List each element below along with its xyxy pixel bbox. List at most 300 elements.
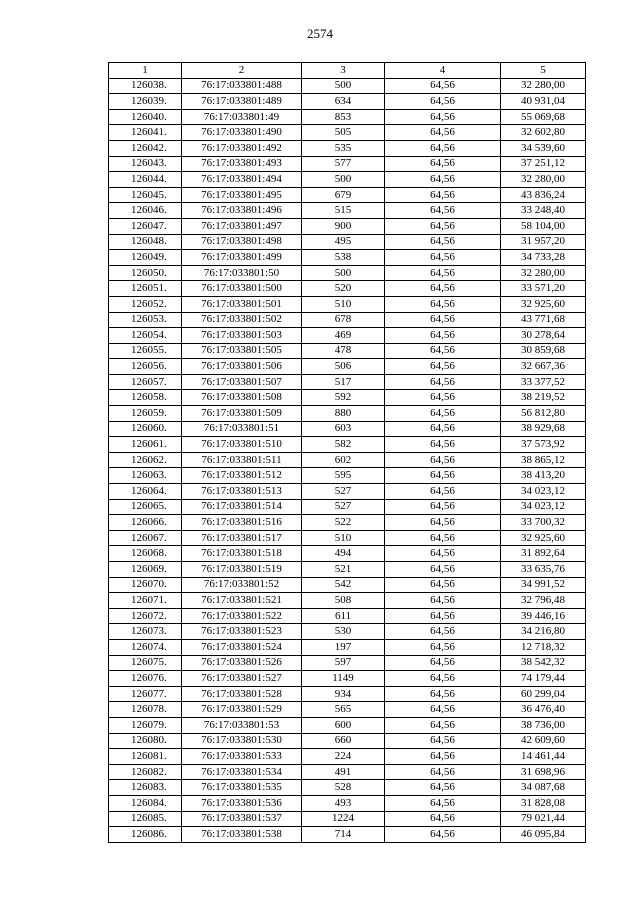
rate-cell: 64,56: [385, 343, 501, 359]
cadastral-number-cell: 76:17:033801:500: [182, 281, 302, 297]
cadastral-number-cell: 76:17:033801:529: [182, 702, 302, 718]
amount-cell: 34 087,68: [501, 780, 586, 796]
table-row: [109, 515, 586, 531]
area-cell: 500: [302, 172, 385, 188]
table-row: [109, 468, 586, 484]
area-cell: 880: [302, 406, 385, 422]
rate-cell: 64,56: [385, 562, 501, 578]
rate-cell: 64,56: [385, 312, 501, 328]
area-cell: 469: [302, 328, 385, 344]
rate-cell: 64,56: [385, 374, 501, 390]
table-row: [109, 639, 586, 655]
rate-cell: 64,56: [385, 265, 501, 281]
rate-cell: 64,56: [385, 624, 501, 640]
cadastral-number-cell: 76:17:033801:526: [182, 655, 302, 671]
cadastral-number-cell: 76:17:033801:497: [182, 218, 302, 234]
rate-cell: 64,56: [385, 187, 501, 203]
cadastral-number-cell: 76:17:033801:510: [182, 437, 302, 453]
area-cell: 197: [302, 639, 385, 655]
row-number-cell: 126070.: [109, 577, 182, 593]
row-number-cell: 126072.: [109, 608, 182, 624]
amount-cell: 33 700,32: [501, 515, 586, 531]
amount-cell: 55 069,68: [501, 109, 586, 125]
area-cell: 603: [302, 421, 385, 437]
table-row: [109, 156, 586, 172]
table-row: [109, 686, 586, 702]
amount-cell: 60 299,04: [501, 686, 586, 702]
amount-cell: 32 667,36: [501, 359, 586, 375]
column-header-2: 2: [182, 63, 302, 79]
row-number-cell: 126044.: [109, 172, 182, 188]
table-row: [109, 374, 586, 390]
amount-cell: 30 278,64: [501, 328, 586, 344]
cadastral-number-cell: 76:17:033801:505: [182, 343, 302, 359]
row-number-cell: 126082.: [109, 764, 182, 780]
rate-cell: 64,56: [385, 172, 501, 188]
area-cell: 522: [302, 515, 385, 531]
table-row: [109, 749, 586, 765]
area-cell: 934: [302, 686, 385, 702]
row-number-cell: 126065.: [109, 499, 182, 515]
amount-cell: 33 248,40: [501, 203, 586, 219]
rate-cell: 64,56: [385, 140, 501, 156]
amount-cell: 32 796,48: [501, 593, 586, 609]
row-number-cell: 126077.: [109, 686, 182, 702]
table-row: [109, 328, 586, 344]
cadastral-number-cell: 76:17:033801:509: [182, 406, 302, 422]
row-number-cell: 126042.: [109, 140, 182, 156]
cadastral-number-cell: 76:17:033801:523: [182, 624, 302, 640]
amount-cell: 43 771,68: [501, 312, 586, 328]
table-row: [109, 733, 586, 749]
rate-cell: 64,56: [385, 686, 501, 702]
row-number-cell: 126086.: [109, 827, 182, 843]
area-cell: 500: [302, 265, 385, 281]
row-number-cell: 126074.: [109, 639, 182, 655]
area-cell: 500: [302, 78, 385, 94]
rate-cell: 64,56: [385, 468, 501, 484]
area-cell: 634: [302, 94, 385, 110]
cadastral-number-cell: 76:17:033801:516: [182, 515, 302, 531]
table-row: [109, 452, 586, 468]
cadastral-number-cell: 76:17:033801:50: [182, 265, 302, 281]
cadastral-number-cell: 76:17:033801:519: [182, 562, 302, 578]
rate-cell: 64,56: [385, 749, 501, 765]
table-row: [109, 390, 586, 406]
cadastral-number-cell: 76:17:033801:503: [182, 328, 302, 344]
table-row: [109, 671, 586, 687]
cadastral-number-cell: 76:17:033801:49: [182, 109, 302, 125]
table-row: [109, 218, 586, 234]
table-row: [109, 811, 586, 827]
row-number-cell: 126038.: [109, 78, 182, 94]
amount-cell: 74 179,44: [501, 671, 586, 687]
area-cell: 565: [302, 702, 385, 718]
row-number-cell: 126071.: [109, 593, 182, 609]
row-number-cell: 126068.: [109, 546, 182, 562]
area-cell: 530: [302, 624, 385, 640]
table-row: [109, 608, 586, 624]
table-row: [109, 655, 586, 671]
row-number-cell: 126049.: [109, 250, 182, 266]
rate-cell: 64,56: [385, 484, 501, 500]
area-cell: 678: [302, 312, 385, 328]
cadastral-number-cell: 76:17:033801:512: [182, 468, 302, 484]
cadastral-number-cell: 76:17:033801:51: [182, 421, 302, 437]
table-row: [109, 484, 586, 500]
area-cell: 595: [302, 468, 385, 484]
rate-cell: 64,56: [385, 218, 501, 234]
row-number-cell: 126076.: [109, 671, 182, 687]
cadastral-number-cell: 76:17:033801:52: [182, 577, 302, 593]
area-cell: 602: [302, 452, 385, 468]
rate-cell: 64,56: [385, 406, 501, 422]
page-number: 2574: [307, 26, 333, 41]
row-number-cell: 126039.: [109, 94, 182, 110]
area-cell: 510: [302, 530, 385, 546]
table-row: [109, 296, 586, 312]
rate-cell: 64,56: [385, 827, 501, 843]
cadastral-number-cell: 76:17:033801:507: [182, 374, 302, 390]
cadastral-number-cell: 76:17:033801:513: [182, 484, 302, 500]
rate-cell: 64,56: [385, 702, 501, 718]
area-cell: 527: [302, 484, 385, 500]
cadastral-number-cell: 76:17:033801:492: [182, 140, 302, 156]
table-row: [109, 125, 586, 141]
table-row: [109, 406, 586, 422]
rate-cell: 64,56: [385, 733, 501, 749]
amount-cell: 38 542,32: [501, 655, 586, 671]
cadastral-number-cell: 76:17:033801:501: [182, 296, 302, 312]
amount-cell: 58 104,00: [501, 218, 586, 234]
area-cell: 538: [302, 250, 385, 266]
rate-cell: 64,56: [385, 421, 501, 437]
cadastral-number-cell: 76:17:033801:494: [182, 172, 302, 188]
table-row: [109, 421, 586, 437]
rate-cell: 64,56: [385, 359, 501, 375]
amount-cell: 36 476,40: [501, 702, 586, 718]
area-cell: 520: [302, 281, 385, 297]
amount-cell: 31 957,20: [501, 234, 586, 250]
table-row: [109, 624, 586, 640]
cadastral-number-cell: 76:17:033801:498: [182, 234, 302, 250]
rate-cell: 64,56: [385, 577, 501, 593]
amount-cell: 32 280,00: [501, 265, 586, 281]
cadastral-number-cell: 76:17:033801:536: [182, 795, 302, 811]
cadastral-number-cell: 76:17:033801:533: [182, 749, 302, 765]
rate-cell: 64,56: [385, 811, 501, 827]
row-number-cell: 126058.: [109, 390, 182, 406]
row-number-cell: 126041.: [109, 125, 182, 141]
rate-cell: 64,56: [385, 328, 501, 344]
area-cell: 611: [302, 608, 385, 624]
row-number-cell: 126063.: [109, 468, 182, 484]
table-row: [109, 593, 586, 609]
cadastral-number-cell: 76:17:033801:496: [182, 203, 302, 219]
rate-cell: 64,56: [385, 795, 501, 811]
amount-cell: 32 280,00: [501, 78, 586, 94]
amount-cell: 34 023,12: [501, 499, 586, 515]
amount-cell: 14 461,44: [501, 749, 586, 765]
cadastral-number-cell: 76:17:033801:537: [182, 811, 302, 827]
table-row: [109, 577, 586, 593]
rate-cell: 64,56: [385, 546, 501, 562]
row-number-cell: 126056.: [109, 359, 182, 375]
row-number-cell: 126085.: [109, 811, 182, 827]
amount-cell: 34 216,80: [501, 624, 586, 640]
row-number-cell: 126069.: [109, 562, 182, 578]
rate-cell: 64,56: [385, 203, 501, 219]
row-number-cell: 126083.: [109, 780, 182, 796]
row-number-cell: 126046.: [109, 203, 182, 219]
table-row: [109, 265, 586, 281]
rate-cell: 64,56: [385, 281, 501, 297]
rate-cell: 64,56: [385, 655, 501, 671]
data-table: [108, 62, 586, 843]
area-cell: 506: [302, 359, 385, 375]
table-row: [109, 795, 586, 811]
table-row: [109, 172, 586, 188]
row-number-cell: 126078.: [109, 702, 182, 718]
cadastral-number-cell: 76:17:033801:538: [182, 827, 302, 843]
area-cell: 535: [302, 140, 385, 156]
area-cell: 714: [302, 827, 385, 843]
row-number-cell: 126062.: [109, 452, 182, 468]
table-row: [109, 530, 586, 546]
rate-cell: 64,56: [385, 109, 501, 125]
row-number-cell: 126047.: [109, 218, 182, 234]
amount-cell: 42 609,60: [501, 733, 586, 749]
table-row: [109, 140, 586, 156]
row-number-cell: 126073.: [109, 624, 182, 640]
rate-cell: 64,56: [385, 530, 501, 546]
amount-cell: 34 733,28: [501, 250, 586, 266]
amount-cell: 32 925,60: [501, 530, 586, 546]
amount-cell: 32 280,00: [501, 172, 586, 188]
area-cell: 582: [302, 437, 385, 453]
amount-cell: 38 929,68: [501, 421, 586, 437]
row-number-cell: 126075.: [109, 655, 182, 671]
cadastral-number-cell: 76:17:033801:518: [182, 546, 302, 562]
table-row: [109, 359, 586, 375]
rate-cell: 64,56: [385, 94, 501, 110]
area-cell: 494: [302, 546, 385, 562]
table-row: [109, 702, 586, 718]
row-number-cell: 126061.: [109, 437, 182, 453]
table-row: [109, 437, 586, 453]
rate-cell: 64,56: [385, 515, 501, 531]
amount-cell: 12 718,32: [501, 639, 586, 655]
amount-cell: 33 377,52: [501, 374, 586, 390]
area-cell: 510: [302, 296, 385, 312]
amount-cell: 32 602,80: [501, 125, 586, 141]
cadastral-number-cell: 76:17:033801:514: [182, 499, 302, 515]
amount-cell: 31 828,08: [501, 795, 586, 811]
table-row: [109, 250, 586, 266]
amount-cell: 79 021,44: [501, 811, 586, 827]
amount-cell: 39 446,16: [501, 608, 586, 624]
cadastral-number-cell: 76:17:033801:53: [182, 717, 302, 733]
amount-cell: 34 023,12: [501, 484, 586, 500]
area-cell: 592: [302, 390, 385, 406]
row-number-cell: 126059.: [109, 406, 182, 422]
column-header-4: 4: [385, 63, 501, 79]
cadastral-number-cell: 76:17:033801:524: [182, 639, 302, 655]
amount-cell: 37 251,12: [501, 156, 586, 172]
rate-cell: 64,56: [385, 593, 501, 609]
area-cell: 900: [302, 218, 385, 234]
rate-cell: 64,56: [385, 452, 501, 468]
cadastral-number-cell: 76:17:033801:488: [182, 78, 302, 94]
amount-cell: 46 095,84: [501, 827, 586, 843]
rate-cell: 64,56: [385, 250, 501, 266]
area-cell: 853: [302, 109, 385, 125]
rate-cell: 64,56: [385, 499, 501, 515]
table-row: [109, 499, 586, 515]
area-cell: 679: [302, 187, 385, 203]
amount-cell: 33 571,20: [501, 281, 586, 297]
rate-cell: 64,56: [385, 78, 501, 94]
table-row: [109, 764, 586, 780]
row-number-cell: 126081.: [109, 749, 182, 765]
row-number-cell: 126050.: [109, 265, 182, 281]
area-cell: 577: [302, 156, 385, 172]
table-row: [109, 717, 586, 733]
cadastral-number-cell: 76:17:033801:521: [182, 593, 302, 609]
cadastral-number-cell: 76:17:033801:508: [182, 390, 302, 406]
area-cell: 1149: [302, 671, 385, 687]
amount-cell: 31 698,96: [501, 764, 586, 780]
cadastral-number-cell: 76:17:033801:502: [182, 312, 302, 328]
row-number-cell: 126048.: [109, 234, 182, 250]
row-number-cell: 126080.: [109, 733, 182, 749]
area-cell: 597: [302, 655, 385, 671]
row-number-cell: 126053.: [109, 312, 182, 328]
amount-cell: 31 892,64: [501, 546, 586, 562]
table-row: [109, 94, 586, 110]
cadastral-number-cell: 76:17:033801:499: [182, 250, 302, 266]
area-cell: 1224: [302, 811, 385, 827]
area-cell: 224: [302, 749, 385, 765]
area-cell: 495: [302, 234, 385, 250]
table-row: [109, 234, 586, 250]
rate-cell: 64,56: [385, 764, 501, 780]
rate-cell: 64,56: [385, 437, 501, 453]
row-number-cell: 126045.: [109, 187, 182, 203]
area-cell: 491: [302, 764, 385, 780]
rate-cell: 64,56: [385, 390, 501, 406]
table-row: [109, 203, 586, 219]
cadastral-number-cell: 76:17:033801:527: [182, 671, 302, 687]
table-row: [109, 343, 586, 359]
rate-cell: 64,56: [385, 156, 501, 172]
amount-cell: 38 865,12: [501, 452, 586, 468]
row-number-cell: 126067.: [109, 530, 182, 546]
rate-cell: 64,56: [385, 717, 501, 733]
amount-cell: 38 219,52: [501, 390, 586, 406]
row-number-cell: 126084.: [109, 795, 182, 811]
area-cell: 508: [302, 593, 385, 609]
rate-cell: 64,56: [385, 234, 501, 250]
table-row: [109, 780, 586, 796]
cadastral-number-cell: 76:17:033801:535: [182, 780, 302, 796]
column-header-5: 5: [501, 63, 586, 79]
rate-cell: 64,56: [385, 780, 501, 796]
table-row: [109, 546, 586, 562]
cadastral-number-cell: 76:17:033801:493: [182, 156, 302, 172]
area-cell: 600: [302, 717, 385, 733]
cadastral-number-cell: 76:17:033801:490: [182, 125, 302, 141]
area-cell: 521: [302, 562, 385, 578]
cadastral-number-cell: 76:17:033801:489: [182, 94, 302, 110]
table-row: [109, 187, 586, 203]
amount-cell: 32 925,60: [501, 296, 586, 312]
row-number-cell: 126064.: [109, 484, 182, 500]
area-cell: 660: [302, 733, 385, 749]
rate-cell: 64,56: [385, 125, 501, 141]
row-number-cell: 126057.: [109, 374, 182, 390]
column-header-3: 3: [302, 63, 385, 79]
area-cell: 527: [302, 499, 385, 515]
cadastral-number-cell: 76:17:033801:517: [182, 530, 302, 546]
header-row: [109, 63, 586, 79]
table-row: [109, 562, 586, 578]
row-number-cell: 126043.: [109, 156, 182, 172]
table-row: [109, 281, 586, 297]
amount-cell: 40 931,04: [501, 94, 586, 110]
cadastral-number-cell: 76:17:033801:495: [182, 187, 302, 203]
area-cell: 478: [302, 343, 385, 359]
amount-cell: 34 539,60: [501, 140, 586, 156]
table-row: [109, 312, 586, 328]
amount-cell: 34 991,52: [501, 577, 586, 593]
table-row: [109, 78, 586, 94]
cadastral-number-cell: 76:17:033801:511: [182, 452, 302, 468]
cadastral-number-cell: 76:17:033801:506: [182, 359, 302, 375]
amount-cell: 33 635,76: [501, 562, 586, 578]
row-number-cell: 126051.: [109, 281, 182, 297]
column-header-1: 1: [109, 63, 182, 79]
cadastral-number-cell: 76:17:033801:528: [182, 686, 302, 702]
amount-cell: 37 573,92: [501, 437, 586, 453]
amount-cell: 38 413,20: [501, 468, 586, 484]
row-number-cell: 126055.: [109, 343, 182, 359]
area-cell: 493: [302, 795, 385, 811]
row-number-cell: 126054.: [109, 328, 182, 344]
row-number-cell: 126079.: [109, 717, 182, 733]
table-body: [109, 78, 586, 842]
cadastral-number-cell: 76:17:033801:530: [182, 733, 302, 749]
row-number-cell: 126040.: [109, 109, 182, 125]
amount-cell: 38 736,00: [501, 717, 586, 733]
row-number-cell: 126052.: [109, 296, 182, 312]
row-number-cell: 126060.: [109, 421, 182, 437]
table-row: [109, 109, 586, 125]
cadastral-number-cell: 76:17:033801:534: [182, 764, 302, 780]
area-cell: 542: [302, 577, 385, 593]
area-cell: 505: [302, 125, 385, 141]
table-row: [109, 827, 586, 843]
rate-cell: 64,56: [385, 671, 501, 687]
area-cell: 528: [302, 780, 385, 796]
area-cell: 517: [302, 374, 385, 390]
row-number-cell: 126066.: [109, 515, 182, 531]
cadastral-number-cell: 76:17:033801:522: [182, 608, 302, 624]
area-cell: 515: [302, 203, 385, 219]
rate-cell: 64,56: [385, 296, 501, 312]
amount-cell: 56 812,80: [501, 406, 586, 422]
amount-cell: 30 859,68: [501, 343, 586, 359]
